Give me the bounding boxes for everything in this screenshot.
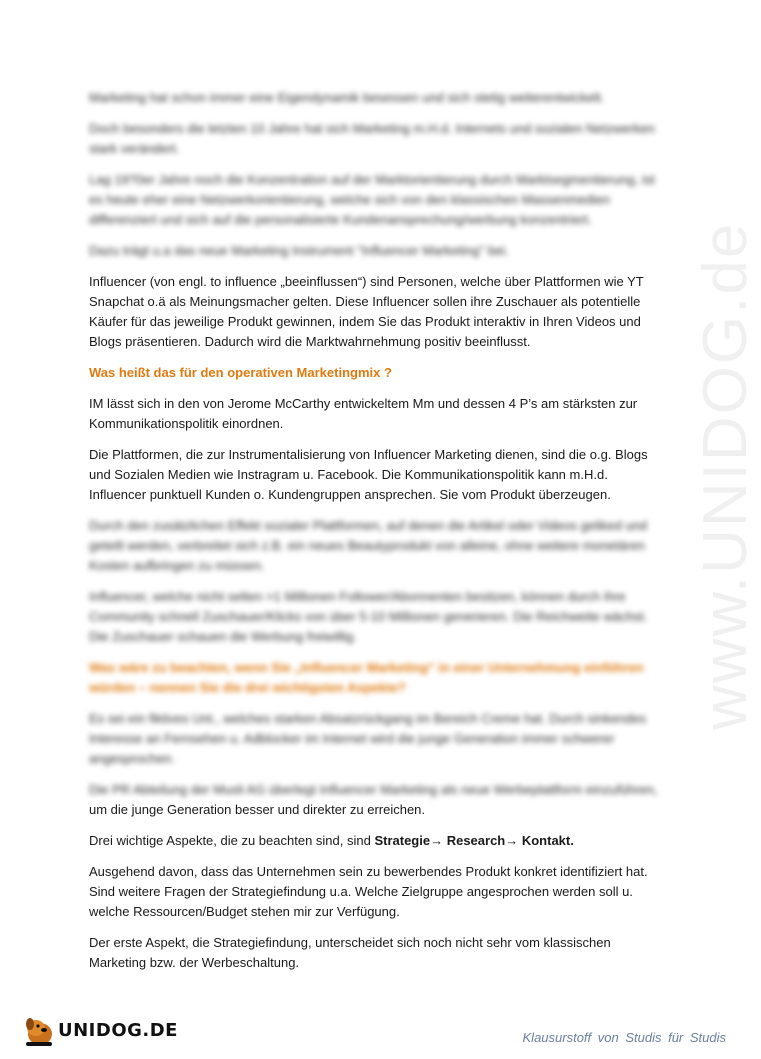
paragraph-kommunikationspolitik: IM lässt sich in den von Jerome McCarthy entwickeltem Mm und dessen 4 P’s am stärksten zur Kommunikationspolitik einordnen. (89, 396, 638, 431)
paragraph-junge-generation: um die junge Generation besser und direkter zu erreichen. (89, 802, 426, 817)
paragraph-pr-abteilung-blurred: Die PR Abteilung der Musli AG überlegt Influencer Marketing als neue Werbeplattform einzuführen, (89, 782, 658, 797)
paragraph-strategiefindung-fragen: Ausgehend davon, dass das Unternehmen sein zu bewerbendes Produkt konkret identifiziert hat. Sind weitere Fragen der Strategiefindung u.a. Welche Zielgruppe angesprochen werden soll u. welche Ressourcen/Budget stehen mir zur Verfügung. (89, 864, 648, 919)
paragraph-drei-aspekte (89, 831, 664, 851)
paragraph-1-blurred: Marketing hat schon immer eine Eigendynamik besessen und sich stetig weiterentwickelt. (89, 90, 605, 105)
watermark-text: www.UNIDOG.de (691, 221, 760, 730)
paragraph-fiktives-unternehmen-blurred: Es sei ein fiktives Unt., welches starken Absatzrückgang im Bereich Creme hat. Durch sinkendes Interesse an Fernsehen u. Adblocker im Internet wird die junge Generation immer schwerer angesprochen. (89, 711, 647, 766)
paragraph-effekt-blurred: Durch den zusätzlichen Effekt sozialer Plattformen, auf denen die Artikel oder Videos geliked und geteilt werden, verbreitet sich z.B. ein neues Beautyprodukt von alleine, ohne weitere monetären Kosten aufbringen zu müssen. (89, 518, 648, 573)
heading-aspekte-blurred: Was wäre zu beachten, wenn Sie „Influencer Marketing“ in einer Unternehmung einführen würden – nennen Sie die drei wichtigsten Aspekte? (89, 660, 644, 695)
paragraph-plattformen: Die Plattformen, die zur Instrumentalisierung von Influencer Marketing dienen, sind die o.g. Blogs und Sozialen Medien wie Instragram u. Facebook. Die Kommunikationspolitik kann m.H.d. Influencer punktuell Kunden o. Kundengruppen ansprechen. Sie vom Produkt überzeugen. (89, 447, 648, 502)
paragraph-erster-aspekt: Der erste Aspekt, die Strategiefindung, unterscheidet sich noch nicht sehr vom klassischen Marketing bzw. der Werbeschaltung. (89, 935, 611, 970)
dog-mascot-icon (22, 1012, 62, 1050)
footer-tagline: Klausurstoff von Studis für Studis (522, 1030, 726, 1045)
logo-text: UNIDOG.DE (58, 1020, 178, 1041)
paragraph-4-blurred: Dazu trägt u.a das neue Marketing Instrument "Influencer Marketing" bei. (89, 243, 509, 258)
document-body (89, 88, 664, 984)
heading-marketingmix: Was heißt das für den operativen Marketingmix ? (89, 365, 392, 380)
paragraph-3-blurred: Lag 19?0er Jahre noch die Konzentration auf der Marktorientierung durch Marktsegmentierung, ist es heute eher eine Netzwerkorientierung, welche sich von den klassischen Massenmedien differenziert und sich auf die personalisierte Kundenansprechung/werbung konzentriert. (89, 172, 655, 227)
paragraph-2-blurred: Doch besonders die letzten 10 Jahre hat sich Marketing m.H.d. Internets und sozialen Netzwerken stark verändert. (89, 121, 655, 156)
paragraph-influencer-definition: Influencer (von engl. to influence „beeinflussen“) sind Personen, welche über Plattformen wie YT Snapchat o.ä als Meinungsmacher gelten. Diese Influencer sollen ihre Zuschauer als potentielle Käufer für das jeweilige Produkt gewinnen, indem Sie das Produkt interaktiv in Ihren Videos und Blogs präsentieren. Dadurch wird die Marktwahrnehmung positiv beeinflusst. (89, 274, 644, 349)
unidog-logo (22, 1012, 178, 1050)
paragraph-reichweite-blurred: Influencer, welche nicht selten >1 Millionen Follower/Abonnenten besitzen, können durch ihre Community schnell Zuschauer/Klicks von über 5-10 Millionen generieren. Die Reichweite wächst. Die Zuschauer schauen die Werbung freiwillig. (89, 589, 648, 644)
drei-aspekte-text: Drei wichtige Aspekte, die zu beachten sind, sind (89, 833, 375, 848)
drei-aspekte-bold: Strategie→ Research→ Kontakt. (374, 833, 574, 848)
